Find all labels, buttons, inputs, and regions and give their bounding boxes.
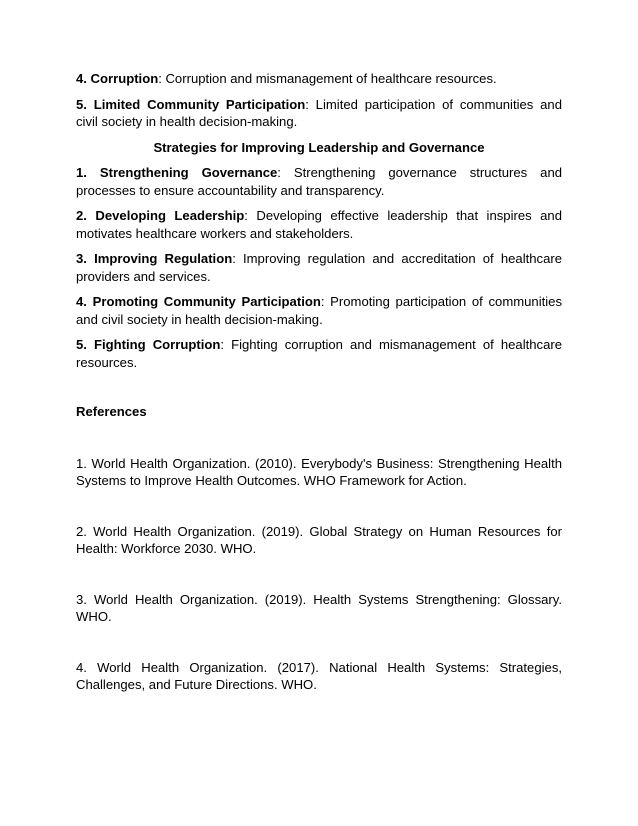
strategy-text: : Promoting participation of communities and civil society in health decision-making. <box>76 294 562 327</box>
reference-item: 3. World Health Organization. (2019). Health Systems Strengthening: Glossary. WHO. <box>76 591 562 624</box>
strategy-regulation <box>76 250 562 285</box>
strategy-text: : Improving regulation and accreditation of healthcare providers and services. <box>76 251 562 284</box>
issue-community-participation <box>76 96 562 131</box>
reference-item: 4. World Health Organization. (2017). National Health Systems: Strategies, Challenges, and Future Directions. WHO. <box>76 659 562 692</box>
references-heading: References <box>76 404 147 419</box>
strategy-leadership <box>76 207 562 242</box>
issue-term: 4. Corruption <box>76 71 159 86</box>
strategy-term: 5. Fighting Corruption <box>76 337 221 352</box>
strategy-text: : Developing effective leadership that inspires and motivates healthcare workers and stakeholders. <box>76 208 562 241</box>
issue-corruption <box>76 70 562 88</box>
strategy-community-participation <box>76 293 562 328</box>
strategies-heading: Strategies for Improving Leadership and Governance <box>153 139 485 155</box>
strategy-governance <box>76 164 562 199</box>
reference-item: 2. World Health Organization. (2019). Global Strategy on Human Resources for Health: Workforce 2030. WHO. <box>76 523 562 556</box>
strategy-term: 3. Improving Regulation <box>76 251 233 266</box>
document-page <box>76 70 562 694</box>
strategy-text: : Fighting corruption and mismanagement of healthcare resources. <box>76 337 562 370</box>
strategy-term: 2. Developing Leadership <box>76 208 245 223</box>
strategy-fighting-corruption <box>76 336 562 371</box>
strategy-text: : Strengthening governance structures and processes to ensure accountability and transparency. <box>76 165 563 198</box>
issue-text: : Corruption and mismanagement of healthcare resources. <box>158 71 497 86</box>
issue-term: 5. Limited Community Participation <box>76 96 306 112</box>
reference-item: 1. World Health Organization. (2010). Everybody's Business: Strengthening Health Systems to Improve Health Outcomes. WHO Framework for Action. <box>76 455 562 488</box>
issue-text: : Limited participation of communities and civil society in health decision-making. <box>76 96 562 129</box>
strategy-term: 4. Promoting Community Participation <box>76 294 321 309</box>
strategy-term: 1. Strengthening Governance <box>76 165 278 180</box>
